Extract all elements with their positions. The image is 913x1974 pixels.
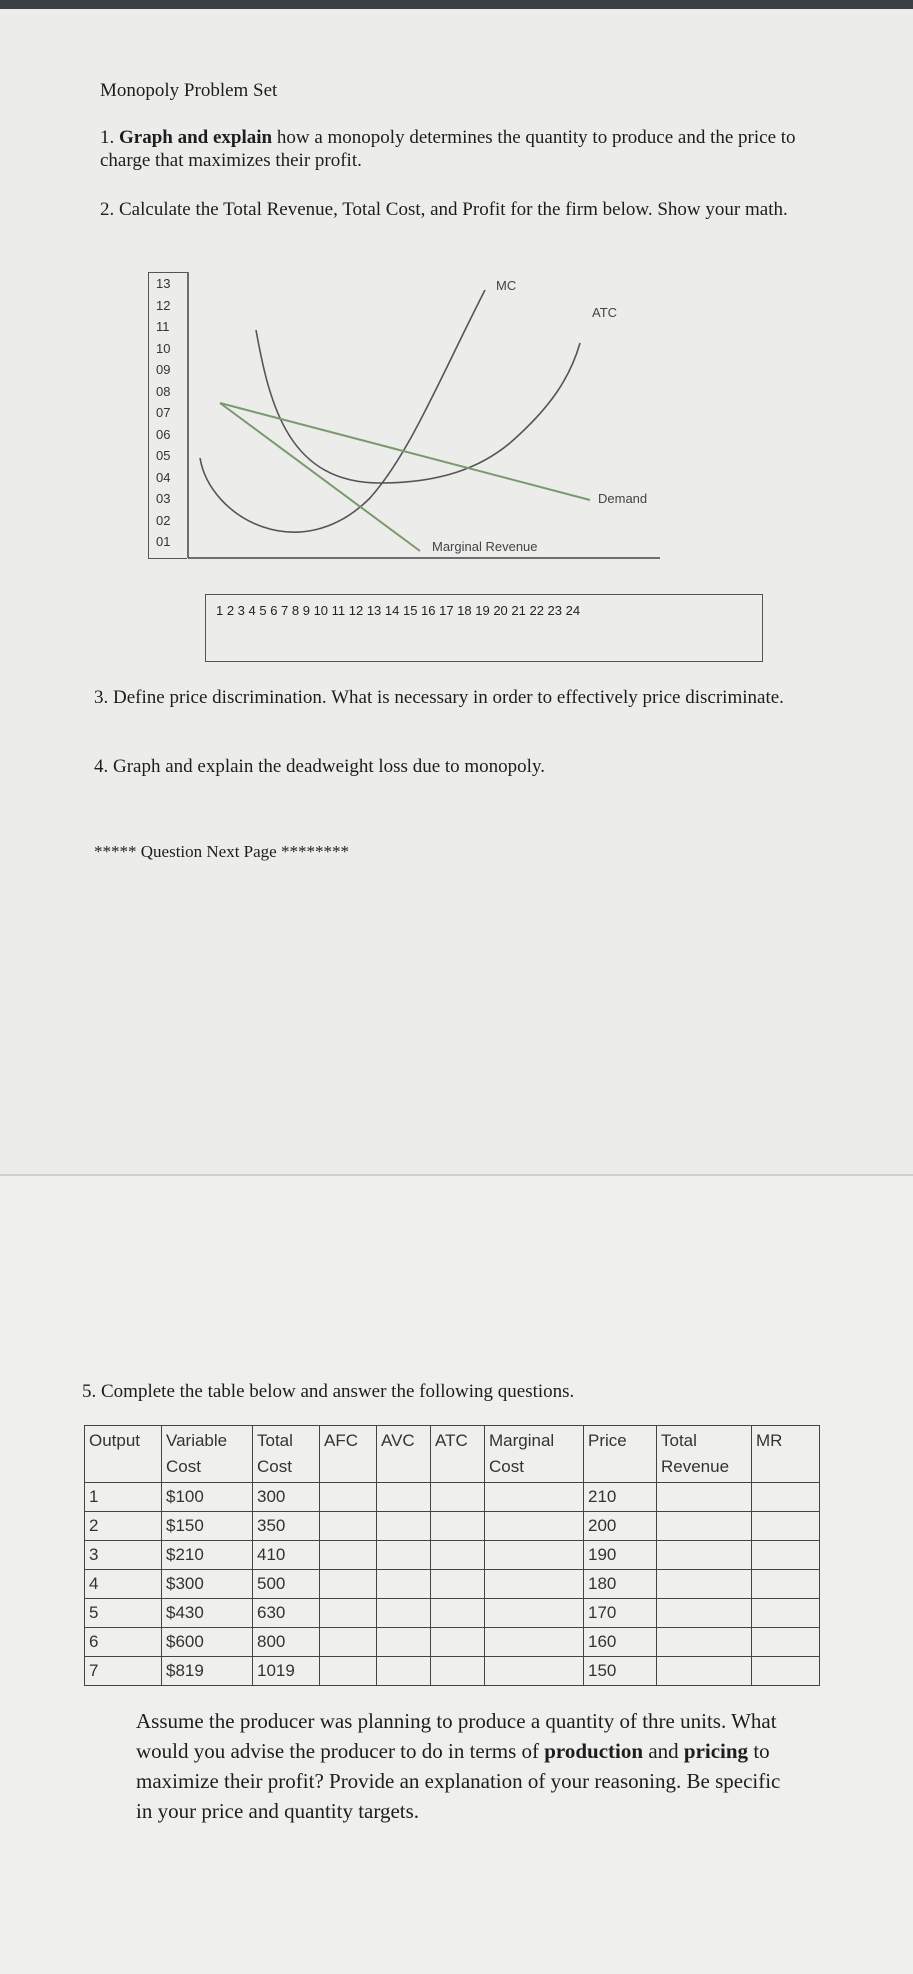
- table-cell: $819: [162, 1657, 253, 1686]
- demand-label: Demand: [598, 491, 648, 506]
- advice-bold-pricing: pricing: [683, 1739, 749, 1763]
- table-cell: [657, 1512, 752, 1541]
- marginal-revenue-label: Marginal Revenue: [432, 539, 538, 554]
- table-cell: [377, 1483, 431, 1512]
- y-tick-label: 06: [156, 426, 171, 442]
- table-cell: [431, 1541, 485, 1570]
- table-cell: [657, 1628, 752, 1657]
- table-cell: 200: [584, 1512, 657, 1541]
- document-title: Monopoly Problem Set: [100, 80, 278, 101]
- table-cell: $430: [162, 1599, 253, 1628]
- y-tick-label: 04: [156, 469, 171, 485]
- table-header-row: [85, 1426, 820, 1483]
- table-cell: [657, 1599, 752, 1628]
- table-row: [85, 1657, 820, 1686]
- table-cell: [485, 1483, 584, 1512]
- question-3-number: 3.: [94, 687, 109, 708]
- header-price: Price: [584, 1426, 657, 1483]
- y-tick-label: 11: [156, 319, 170, 334]
- question-4-text: Graph and explain the deadweight loss due to monopoly.: [113, 756, 545, 777]
- question-5-number: 5.: [82, 1381, 97, 1402]
- table-cell: [752, 1628, 820, 1657]
- y-tick-label: 13: [156, 276, 171, 291]
- question-1-number: 1.: [100, 127, 115, 148]
- table-cell: 4: [85, 1570, 162, 1599]
- question-3-text: Define price discrimination. What is necessary in order to effectively price discriminate.: [113, 687, 784, 708]
- y-tick-label: 05: [156, 448, 171, 463]
- table-cell: 210: [584, 1483, 657, 1512]
- table-cell: [657, 1570, 752, 1599]
- table-cell: [377, 1570, 431, 1599]
- question-5-text: Complete the table below and answer the following questions.: [101, 1381, 575, 1402]
- advice-text-3: to maximize their profit? Provide an explanation of your reasoning. Be specific in your price and quantity targets.: [136, 1739, 781, 1823]
- table-cell: [320, 1483, 377, 1512]
- table-cell: 300: [253, 1483, 320, 1512]
- mc-label: MC: [496, 278, 517, 293]
- y-tick-label: 07: [156, 405, 171, 420]
- y-tick-label: 09: [156, 362, 171, 377]
- table-cell: 7: [85, 1657, 162, 1686]
- table-cell: [377, 1657, 431, 1686]
- table-cell: 800: [253, 1628, 320, 1657]
- header-total-revenue: Total Revenue: [657, 1426, 752, 1483]
- table-cell: [320, 1599, 377, 1628]
- table-cell: [431, 1512, 485, 1541]
- next-page-note: ***** Question Next Page ********: [94, 842, 349, 861]
- table-cell: $300: [162, 1570, 253, 1599]
- table-cell: [377, 1599, 431, 1628]
- table-cell: [431, 1483, 485, 1512]
- table-cell: [377, 1628, 431, 1657]
- table-cell: [320, 1512, 377, 1541]
- table-cell: 5: [85, 1599, 162, 1628]
- table-cell: $150: [162, 1512, 253, 1541]
- question-4: [94, 755, 794, 778]
- table-cell: 180: [584, 1570, 657, 1599]
- question-1: [100, 126, 800, 172]
- table-row: [85, 1512, 820, 1541]
- question-2-number: 2.: [100, 199, 115, 220]
- table-cell: $210: [162, 1541, 253, 1570]
- table-cell: [431, 1570, 485, 1599]
- table-body: [85, 1483, 820, 1686]
- question-3: [94, 686, 794, 709]
- table-cell: [485, 1657, 584, 1686]
- table-cell: 150: [584, 1657, 657, 1686]
- table-cell: [657, 1483, 752, 1512]
- advice-question: [136, 1706, 796, 1826]
- question-1-text: how a monopoly determines the quantity to produce and the price to charge that maximizes their profit.: [100, 127, 796, 171]
- table-cell: 6: [85, 1628, 162, 1657]
- table-row: [85, 1483, 820, 1512]
- table-cell: [752, 1512, 820, 1541]
- table-cell: [657, 1657, 752, 1686]
- table-cell: 1: [85, 1483, 162, 1512]
- advice-text-1: Assume the producer was planning to produce a quantity of thre units. What would you advise the producer to do in terms of: [136, 1709, 777, 1763]
- y-tick-label: 12: [156, 297, 171, 313]
- table-cell: 170: [584, 1599, 657, 1628]
- y-tick-label: 10: [156, 340, 171, 356]
- page-1: [0, 9, 913, 1174]
- table-cell: 410: [253, 1541, 320, 1570]
- table-cell: [485, 1512, 584, 1541]
- table-cell: [657, 1541, 752, 1570]
- question-4-number: 4.: [94, 756, 109, 777]
- question-1-bold: Graph and explain: [119, 127, 273, 148]
- advice-text-2: and: [643, 1739, 684, 1763]
- table-row: [85, 1570, 820, 1599]
- table-cell: [485, 1541, 584, 1570]
- table-cell: [485, 1628, 584, 1657]
- question-5: [82, 1380, 782, 1403]
- header-avc: AVC: [377, 1426, 431, 1483]
- table-cell: 500: [253, 1570, 320, 1599]
- table-cell: [377, 1512, 431, 1541]
- table-cell: [752, 1541, 820, 1570]
- table-cell: [752, 1657, 820, 1686]
- atc-label: ATC: [592, 305, 618, 320]
- atc-curve: [256, 330, 580, 483]
- y-tick-label: 02: [156, 512, 171, 528]
- table-cell: [431, 1599, 485, 1628]
- table-cell: [485, 1570, 584, 1599]
- table-row: [85, 1599, 820, 1628]
- demand-curve: [220, 403, 590, 500]
- header-total-cost: Total Cost: [253, 1426, 320, 1483]
- table-cell: 1019: [253, 1657, 320, 1686]
- advice-bold-production: production: [544, 1739, 644, 1763]
- table-cell: [320, 1657, 377, 1686]
- table-cell: [431, 1657, 485, 1686]
- table-cell: 350: [253, 1512, 320, 1541]
- monopoly-graph: [140, 268, 680, 588]
- header-output: Output: [85, 1426, 162, 1483]
- table-cell: [320, 1628, 377, 1657]
- table-cell: [320, 1570, 377, 1599]
- mc-curve: [200, 290, 485, 532]
- header-variable-cost: Variable Cost: [162, 1426, 253, 1483]
- header-marginal-cost: Marginal Cost: [485, 1426, 584, 1483]
- table-cell: [320, 1541, 377, 1570]
- table-cell: 2: [85, 1512, 162, 1541]
- table-cell: 190: [584, 1541, 657, 1570]
- table-cell: [752, 1483, 820, 1512]
- table-row: [85, 1628, 820, 1657]
- question-2-text: Calculate the Total Revenue, Total Cost, and Profit for the firm below. Show your math.: [119, 199, 788, 220]
- header-atc: ATC: [431, 1426, 485, 1483]
- table-cell: 160: [584, 1628, 657, 1657]
- table-cell: 3: [85, 1541, 162, 1570]
- y-tick-label: 03: [156, 491, 171, 506]
- y-tick-label: 08: [156, 383, 171, 399]
- table-cell: [485, 1599, 584, 1628]
- table-cell: [431, 1628, 485, 1657]
- cost-table: [84, 1425, 820, 1686]
- x-axis-tick-labels: 1 2 3 4 5 6 7 8 9 10 11 12 13 14 15 16 17 18 19 20 21 22 23 24: [216, 603, 581, 618]
- table-row: [85, 1541, 820, 1570]
- y-tick-label: 01: [156, 534, 171, 549]
- table-cell: 630: [253, 1599, 320, 1628]
- table-cell: [377, 1541, 431, 1570]
- header-afc: AFC: [320, 1426, 377, 1483]
- x-axis-tick-box: [205, 594, 763, 662]
- header-mr: MR: [752, 1426, 820, 1483]
- table-cell: [752, 1599, 820, 1628]
- question-2: [100, 198, 800, 221]
- table-cell: $100: [162, 1483, 253, 1512]
- table-cell: [752, 1570, 820, 1599]
- table-cell: $600: [162, 1628, 253, 1657]
- window-top-bar: [0, 0, 913, 9]
